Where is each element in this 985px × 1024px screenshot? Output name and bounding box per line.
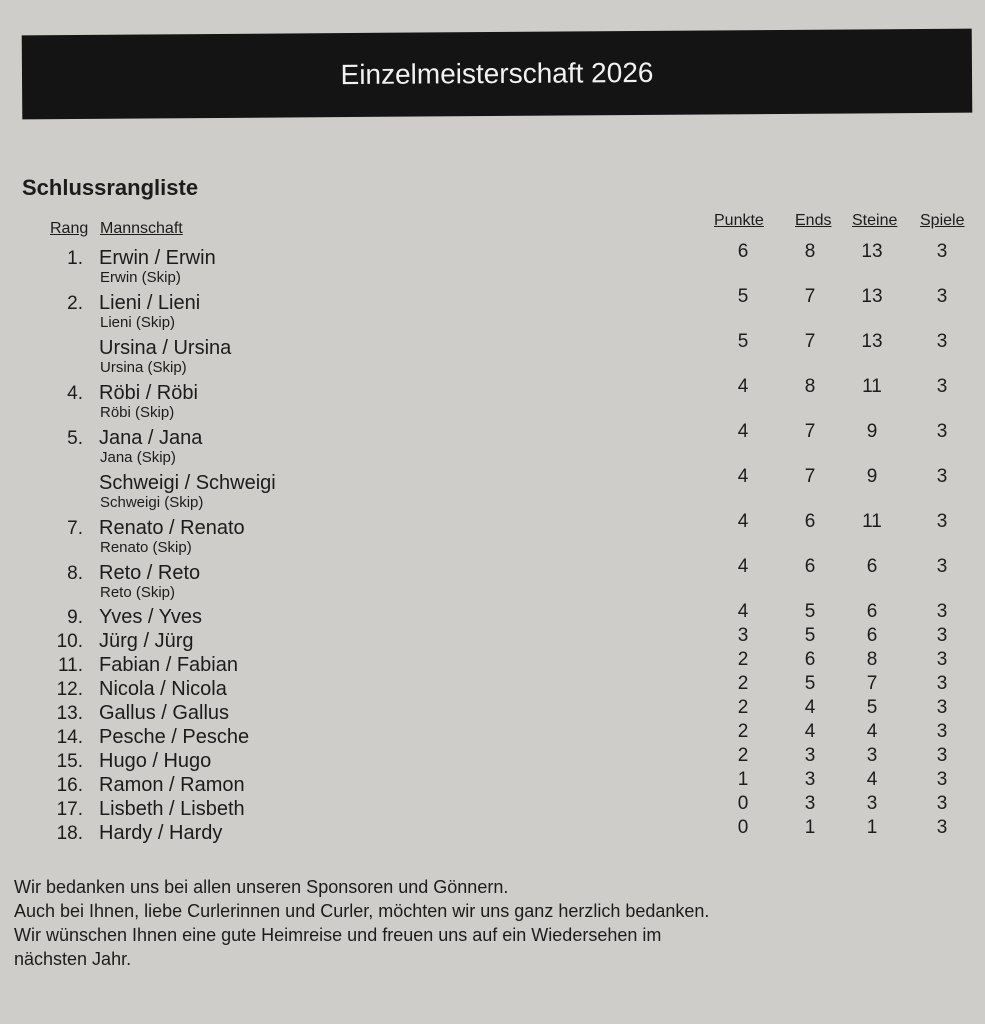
rank-cell: 10. bbox=[56, 631, 83, 652]
skip-name: Ursina (Skip) bbox=[100, 359, 187, 376]
steine-cell: 4 bbox=[866, 769, 878, 790]
steine-cell: 7 bbox=[866, 673, 878, 694]
steine-cell: 6 bbox=[866, 601, 878, 622]
steine-cell: 1 bbox=[866, 817, 878, 838]
rank-cell: 4. bbox=[67, 383, 83, 404]
header-spiele: Spiele bbox=[920, 212, 965, 229]
ends-cell: 6 bbox=[804, 649, 816, 670]
ends-cell: 7 bbox=[804, 421, 816, 442]
spiele-cell: 3 bbox=[936, 466, 948, 487]
spiele-cell: 3 bbox=[936, 556, 948, 577]
team-name: Reto / Reto bbox=[99, 562, 201, 584]
punkte-cell: 2 bbox=[737, 721, 749, 742]
spiele-cell: 3 bbox=[936, 241, 948, 262]
team-name: Erwin / Erwin bbox=[99, 247, 216, 269]
spiele-cell: 3 bbox=[936, 721, 948, 742]
rank-cell: 8. bbox=[67, 563, 83, 584]
team-name: Ramon / Ramon bbox=[99, 774, 245, 796]
spiele-cell: 3 bbox=[936, 769, 948, 790]
ends-cell: 3 bbox=[804, 793, 816, 814]
steine-cell: 3 bbox=[866, 745, 878, 766]
footer-line: Wir bedanken uns bei allen unseren Sponsoren und Gönnern. bbox=[14, 877, 509, 897]
spiele-cell: 3 bbox=[936, 601, 948, 622]
punkte-cell: 0 bbox=[737, 817, 749, 838]
ends-cell: 8 bbox=[804, 376, 816, 397]
punkte-cell: 2 bbox=[737, 673, 749, 694]
rank-cell: 17. bbox=[56, 799, 83, 820]
steine-cell: 3 bbox=[866, 793, 878, 814]
rank-cell: 9. bbox=[67, 607, 83, 628]
title-banner bbox=[22, 29, 973, 120]
punkte-cell: 1 bbox=[737, 769, 749, 790]
header-ends: Ends bbox=[795, 212, 832, 229]
spiele-cell: 3 bbox=[936, 511, 948, 532]
team-name: Fabian / Fabian bbox=[99, 654, 238, 676]
header-rang: Rang bbox=[50, 220, 89, 237]
rank-cell: 5. bbox=[67, 428, 83, 449]
skip-name: Röbi (Skip) bbox=[100, 404, 175, 421]
rank-cell: 16. bbox=[56, 775, 83, 796]
rank-cell: 11. bbox=[57, 655, 83, 676]
steine-cell: 9 bbox=[866, 421, 878, 442]
ends-cell: 1 bbox=[804, 817, 816, 838]
ends-cell: 6 bbox=[804, 556, 816, 577]
skip-name: Jana (Skip) bbox=[100, 449, 176, 466]
team-name: Lieni / Lieni bbox=[99, 292, 201, 314]
header-steine: Steine bbox=[852, 212, 898, 229]
ends-cell: 5 bbox=[804, 601, 816, 622]
punkte-cell: 4 bbox=[737, 376, 749, 397]
rank-cell: 14. bbox=[56, 727, 83, 748]
skip-name: Reto (Skip) bbox=[100, 584, 176, 601]
spiele-cell: 3 bbox=[936, 817, 948, 838]
ends-cell: 5 bbox=[804, 673, 816, 694]
spiele-cell: 3 bbox=[936, 673, 948, 694]
punkte-cell: 2 bbox=[737, 649, 749, 670]
ends-cell: 5 bbox=[804, 625, 816, 646]
ends-cell: 7 bbox=[804, 331, 816, 352]
skip-name: Erwin (Skip) bbox=[100, 269, 181, 286]
punkte-cell: 2 bbox=[737, 745, 749, 766]
team-name: Yves / Yves bbox=[99, 606, 203, 628]
team-name: Ursina / Ursina bbox=[99, 337, 232, 359]
ends-cell: 3 bbox=[804, 769, 816, 790]
team-name: Jürg / Jürg bbox=[99, 630, 194, 652]
rank-cell: 7. bbox=[67, 518, 83, 539]
steine-cell: 5 bbox=[866, 697, 878, 718]
rank-cell: 18. bbox=[56, 823, 83, 844]
steine-cell: 6 bbox=[866, 556, 878, 577]
skip-name: Schweigi (Skip) bbox=[100, 494, 204, 511]
spiele-cell: 3 bbox=[936, 649, 948, 670]
steine-cell: 9 bbox=[866, 466, 878, 487]
team-name: Nicola / Nicola bbox=[99, 678, 227, 700]
punkte-cell: 4 bbox=[737, 511, 749, 532]
footer-text bbox=[14, 875, 709, 971]
punkte-cell: 5 bbox=[737, 286, 749, 307]
steine-cell: 11 bbox=[862, 376, 882, 397]
footer-line: Wir wünschen Ihnen eine gute Heimreise und freuen uns auf ein Wiedersehen im bbox=[14, 925, 662, 945]
header-punkte: Punkte bbox=[714, 212, 764, 229]
team-name: Hugo / Hugo bbox=[99, 750, 212, 772]
steine-cell: 8 bbox=[866, 649, 878, 670]
spiele-cell: 3 bbox=[936, 331, 948, 352]
spiele-cell: 3 bbox=[936, 286, 948, 307]
punkte-cell: 6 bbox=[737, 241, 749, 262]
punkte-cell: 4 bbox=[737, 466, 749, 487]
spiele-cell: 3 bbox=[936, 421, 948, 442]
footer-line: Auch bei Ihnen, liebe Curlerinnen und Curler, möchten wir uns ganz herzlich bedanken. bbox=[14, 901, 710, 921]
punkte-cell: 4 bbox=[737, 556, 749, 577]
team-name: Renato / Renato bbox=[99, 517, 245, 539]
punkte-cell: 4 bbox=[737, 421, 749, 442]
punkte-cell: 4 bbox=[737, 601, 749, 622]
skip-name: Renato (Skip) bbox=[100, 539, 192, 556]
spiele-cell: 3 bbox=[936, 793, 948, 814]
punkte-cell: 3 bbox=[737, 625, 749, 646]
team-name: Jana / Jana bbox=[99, 427, 203, 449]
punkte-cell: 0 bbox=[737, 793, 749, 814]
rank-cell: 13. bbox=[56, 703, 83, 724]
ends-cell: 6 bbox=[804, 511, 816, 532]
rank-cell: 1. bbox=[67, 248, 83, 269]
team-name: Pesche / Pesche bbox=[99, 726, 250, 748]
rank-cell: 2. bbox=[67, 293, 83, 314]
steine-cell: 6 bbox=[866, 625, 878, 646]
page-title: Einzelmeisterschaft 2026 bbox=[340, 56, 654, 91]
team-name: Schweigi / Schweigi bbox=[99, 472, 276, 494]
spiele-cell: 3 bbox=[936, 625, 948, 646]
team-name: Lisbeth / Lisbeth bbox=[99, 798, 245, 820]
ends-cell: 3 bbox=[804, 745, 816, 766]
punkte-cell: 2 bbox=[737, 697, 749, 718]
ends-cell: 7 bbox=[804, 286, 816, 307]
footer-line: nächsten Jahr. bbox=[14, 949, 132, 969]
steine-cell: 4 bbox=[866, 721, 878, 742]
rank-cell: 12. bbox=[56, 679, 83, 700]
ends-cell: 4 bbox=[804, 721, 816, 742]
ends-cell: 7 bbox=[804, 466, 816, 487]
ends-cell: 8 bbox=[804, 241, 816, 262]
steine-cell: 13 bbox=[861, 241, 883, 262]
section-title: Schlussrangliste bbox=[22, 175, 199, 200]
spiele-cell: 3 bbox=[936, 745, 948, 766]
spiele-cell: 3 bbox=[936, 376, 948, 397]
team-name: Hardy / Hardy bbox=[99, 822, 223, 844]
rank-cell: 15. bbox=[56, 751, 83, 772]
steine-cell: 11 bbox=[862, 511, 882, 532]
ends-cell: 4 bbox=[804, 697, 816, 718]
team-name: Röbi / Röbi bbox=[99, 382, 198, 404]
header-mannschaft: Mannschaft bbox=[100, 220, 183, 237]
team-name: Gallus / Gallus bbox=[99, 702, 230, 724]
spiele-cell: 3 bbox=[936, 697, 948, 718]
steine-cell: 13 bbox=[861, 331, 883, 352]
steine-cell: 13 bbox=[861, 286, 883, 307]
punkte-cell: 5 bbox=[737, 331, 749, 352]
skip-name: Lieni (Skip) bbox=[100, 314, 176, 331]
